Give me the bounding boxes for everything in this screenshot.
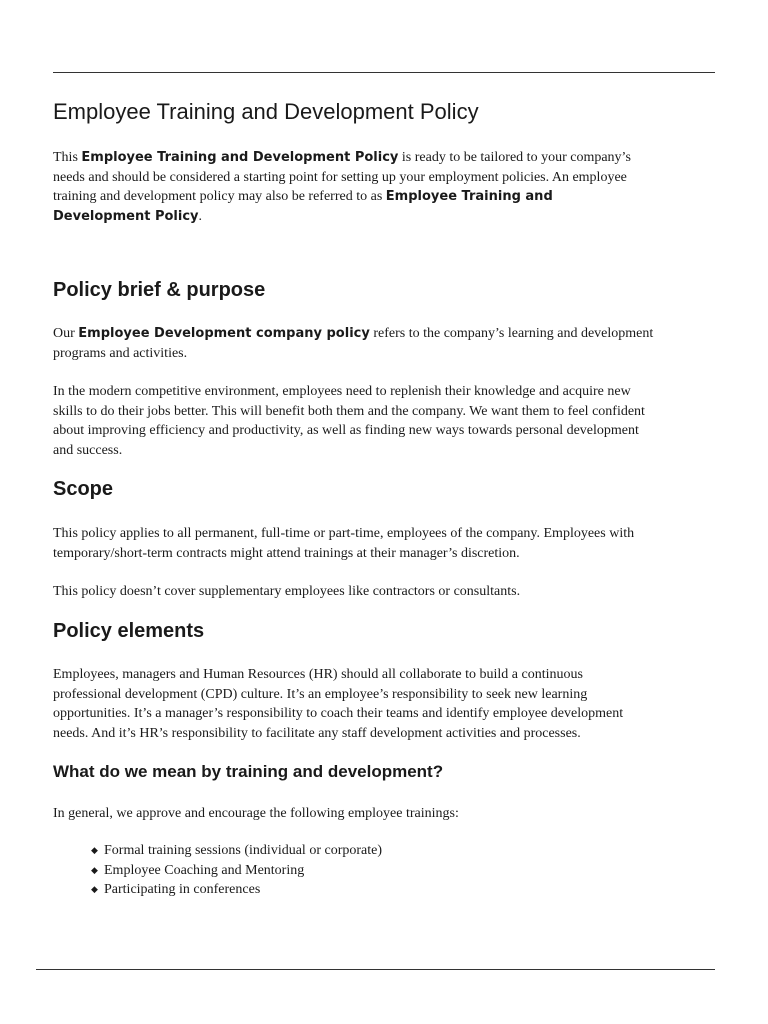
trainings-intro-paragraph: In general, we approve and encourage the following employee trainings: <box>53 806 459 821</box>
scope-paragraph-1: This policy applies to all permanent, full-time or part-time, employees of the company. Employees with temporary/short-term contracts might attend trainings at their manager’s discretion. <box>53 526 635 561</box>
policy-brief-paragraph-2: In the modern competitive environment, employees need to replenish their knowledge and acquire new skills to do their jobs better. This will benefit both them and the company. We want them to feel confident about improving efficiency and productivity, as well as finding new ways towards personal development and success. <box>53 384 645 458</box>
list-item: ◆ Employee Coaching and Mentoring <box>91 861 382 881</box>
list-item: ◆ Participating in conferences <box>91 880 382 900</box>
bottom-divider <box>36 969 715 970</box>
top-divider <box>53 72 715 73</box>
bullet-icon: ◆ <box>91 845 98 855</box>
policy-elements-paragraph: Employees, managers and Human Resources (HR) should all collaborate to build a continuous professional development (CPD) culture. It’s an employee’s responsibility to seek new learning opportunities. It’s a manager’s responsibility to coach their teams and identify employee development needs. And it’s HR’s responsibility to facilitate any staff development activities and processes. <box>53 667 624 741</box>
page-title: Employee Training and Development Policy <box>53 99 479 124</box>
bullet-icon: ◆ <box>91 864 98 875</box>
list-item: ◆ Formal training sessions (individual or corporate) <box>91 841 382 861</box>
intro-paragraph: This Employee Training and Development Policy is ready to be tailored to your company’s needs and should be considered a starting point for setting up your employment policies. An employee training and development policy may also be referred to as Employee Training and Development Policy. <box>53 150 631 224</box>
subsection-heading-training-development: What do we mean by training and development? <box>53 762 444 781</box>
policy-brief-paragraph-1: Our Employee Development company policy refers to the company’s learning and development programs and activities. <box>53 326 654 361</box>
section-heading-policy-elements: Policy elements <box>53 620 205 642</box>
section-heading-policy-brief: Policy brief & purpose <box>53 279 266 301</box>
scope-paragraph-2: This policy doesn’t cover supplementary employees like contractors or consultants. <box>53 584 521 599</box>
trainings-list <box>91 841 382 900</box>
bullet-icon: ◆ <box>91 884 98 894</box>
section-heading-scope: Scope <box>53 478 114 500</box>
